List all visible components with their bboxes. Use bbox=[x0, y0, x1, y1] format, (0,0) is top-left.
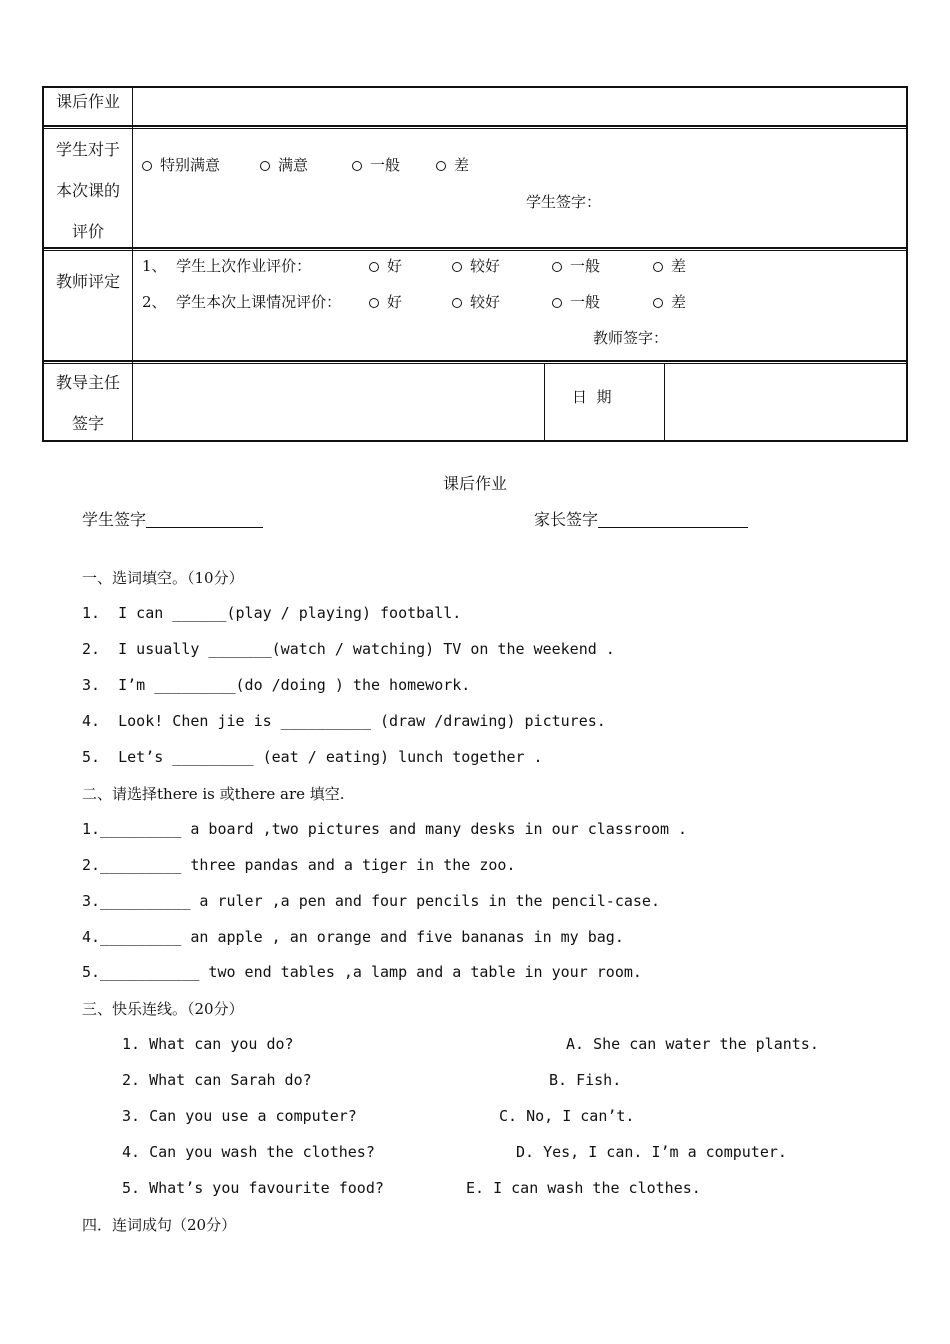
radio-circle-icon bbox=[260, 161, 270, 171]
option-average[interactable]: 一般 bbox=[352, 154, 400, 175]
q2-option-good[interactable]: 好 bbox=[369, 291, 402, 312]
director-label-1: 教导主任 bbox=[55, 373, 120, 392]
student-signature-line[interactable] bbox=[146, 513, 263, 528]
s2-item-5: 5.___________ two end tables ,a lamp and a table in your room. bbox=[82, 963, 642, 981]
radio-circle-icon bbox=[369, 262, 379, 272]
radio-circle-icon bbox=[142, 161, 152, 171]
section-4-title: 四．连词成句（20分） bbox=[82, 1216, 237, 1234]
s1-item-2: 2. I usually _______(watch / watching) TV on the weekend . bbox=[82, 640, 615, 658]
s1-item-1: 1. I can ______(play / playing) football. bbox=[82, 604, 462, 622]
option-very-satisfied[interactable]: 特别满意 bbox=[142, 154, 220, 175]
section-3-title: 三、快乐连线。（20分） bbox=[82, 1000, 244, 1018]
student-signature: 学生签字 bbox=[82, 507, 263, 530]
director-label-2: 签字 bbox=[71, 414, 104, 433]
section-2-title: 二、请选择there is 或there are 填空. bbox=[82, 785, 345, 803]
option-poor[interactable]: 差 bbox=[436, 154, 469, 175]
q1-option-poor[interactable]: 差 bbox=[653, 255, 686, 276]
parent-signature-line[interactable] bbox=[598, 513, 748, 528]
s2-item-1: 1._________ a board ,two pictures and many desks in our classroom . bbox=[82, 820, 688, 838]
student-signature-label: 学生签字： bbox=[526, 193, 602, 211]
s3-left-4: 4. Can you wash the clothes? bbox=[122, 1143, 375, 1161]
section-1-title: 一、选词填空。（10分） bbox=[82, 569, 244, 587]
homework-title: 课后作业 bbox=[443, 474, 508, 493]
q1-option-average[interactable]: 一般 bbox=[552, 255, 600, 276]
s3-left-3: 3. Can you use a computer? bbox=[122, 1107, 357, 1125]
q1-option-fairly-good[interactable]: 较好 bbox=[452, 255, 500, 276]
radio-circle-icon bbox=[452, 262, 462, 272]
q2-option-fairly-good[interactable]: 较好 bbox=[452, 291, 500, 312]
q1-option-good[interactable]: 好 bbox=[369, 255, 402, 276]
s3-left-2: 2. What can Sarah do? bbox=[122, 1071, 312, 1089]
s2-item-2: 2._________ three pandas and a tiger in the zoo. bbox=[82, 856, 516, 874]
director-signature-row bbox=[44, 364, 906, 440]
radio-circle-icon bbox=[653, 298, 663, 308]
teacher-signature-label: 教师签字： bbox=[593, 329, 669, 347]
s1-item-5: 5. Let’s _________ (eat / eating) lunch together . bbox=[82, 748, 543, 766]
s1-item-4: 4. Look! Chen jie is __________ (draw /drawing) pictures. bbox=[82, 712, 606, 730]
option-satisfied[interactable]: 满意 bbox=[260, 154, 308, 175]
teacher-evaluation-row bbox=[44, 251, 906, 362]
homework-row bbox=[44, 88, 906, 127]
teacher-q1: 1、 学生上次作业评价： bbox=[142, 257, 312, 275]
s2-item-4: 4._________ an apple , an orange and five bananas in my bag. bbox=[82, 928, 624, 946]
teacher-q2: 2、 学生本次上课情况评价： bbox=[142, 293, 342, 311]
q2-option-average[interactable]: 一般 bbox=[552, 291, 600, 312]
date-label: 日 期 bbox=[572, 388, 612, 406]
radio-circle-icon bbox=[552, 298, 562, 308]
s3-left-1: 1. What can you do? bbox=[122, 1035, 294, 1053]
q2-option-poor[interactable]: 差 bbox=[653, 291, 686, 312]
evaluation-table bbox=[42, 86, 908, 442]
homework-row-label: 课后作业 bbox=[55, 92, 120, 111]
s3-right-c: C. No, I can’t. bbox=[499, 1107, 635, 1125]
teacher-evaluation-label: 教师评定 bbox=[55, 272, 120, 291]
s2-item-3: 3.__________ a ruler ,a pen and four pencils in the pencil-case. bbox=[82, 892, 660, 910]
student-evaluation-row bbox=[44, 129, 906, 249]
s3-right-a: A. She can water the plants. bbox=[566, 1035, 819, 1053]
student-evaluation-label-1: 学生对于 bbox=[55, 140, 120, 159]
radio-circle-icon bbox=[452, 298, 462, 308]
radio-circle-icon bbox=[653, 262, 663, 272]
s3-right-d: D. Yes, I can. I’m a computer. bbox=[516, 1143, 787, 1161]
student-evaluation-label-3: 评价 bbox=[71, 222, 104, 241]
parent-signature: 家长签字 bbox=[534, 507, 748, 530]
radio-circle-icon bbox=[552, 262, 562, 272]
s3-left-5: 5. What’s you favourite food? bbox=[122, 1179, 384, 1197]
s3-right-b: B. Fish. bbox=[549, 1071, 622, 1089]
s1-item-3: 3. I’m _________(do /doing ) the homework. bbox=[82, 676, 471, 694]
radio-circle-icon bbox=[436, 161, 446, 171]
radio-circle-icon bbox=[369, 298, 379, 308]
s3-right-e: E. I can wash the clothes. bbox=[466, 1179, 701, 1197]
student-evaluation-label-2: 本次课的 bbox=[55, 181, 120, 200]
radio-circle-icon bbox=[352, 161, 362, 171]
